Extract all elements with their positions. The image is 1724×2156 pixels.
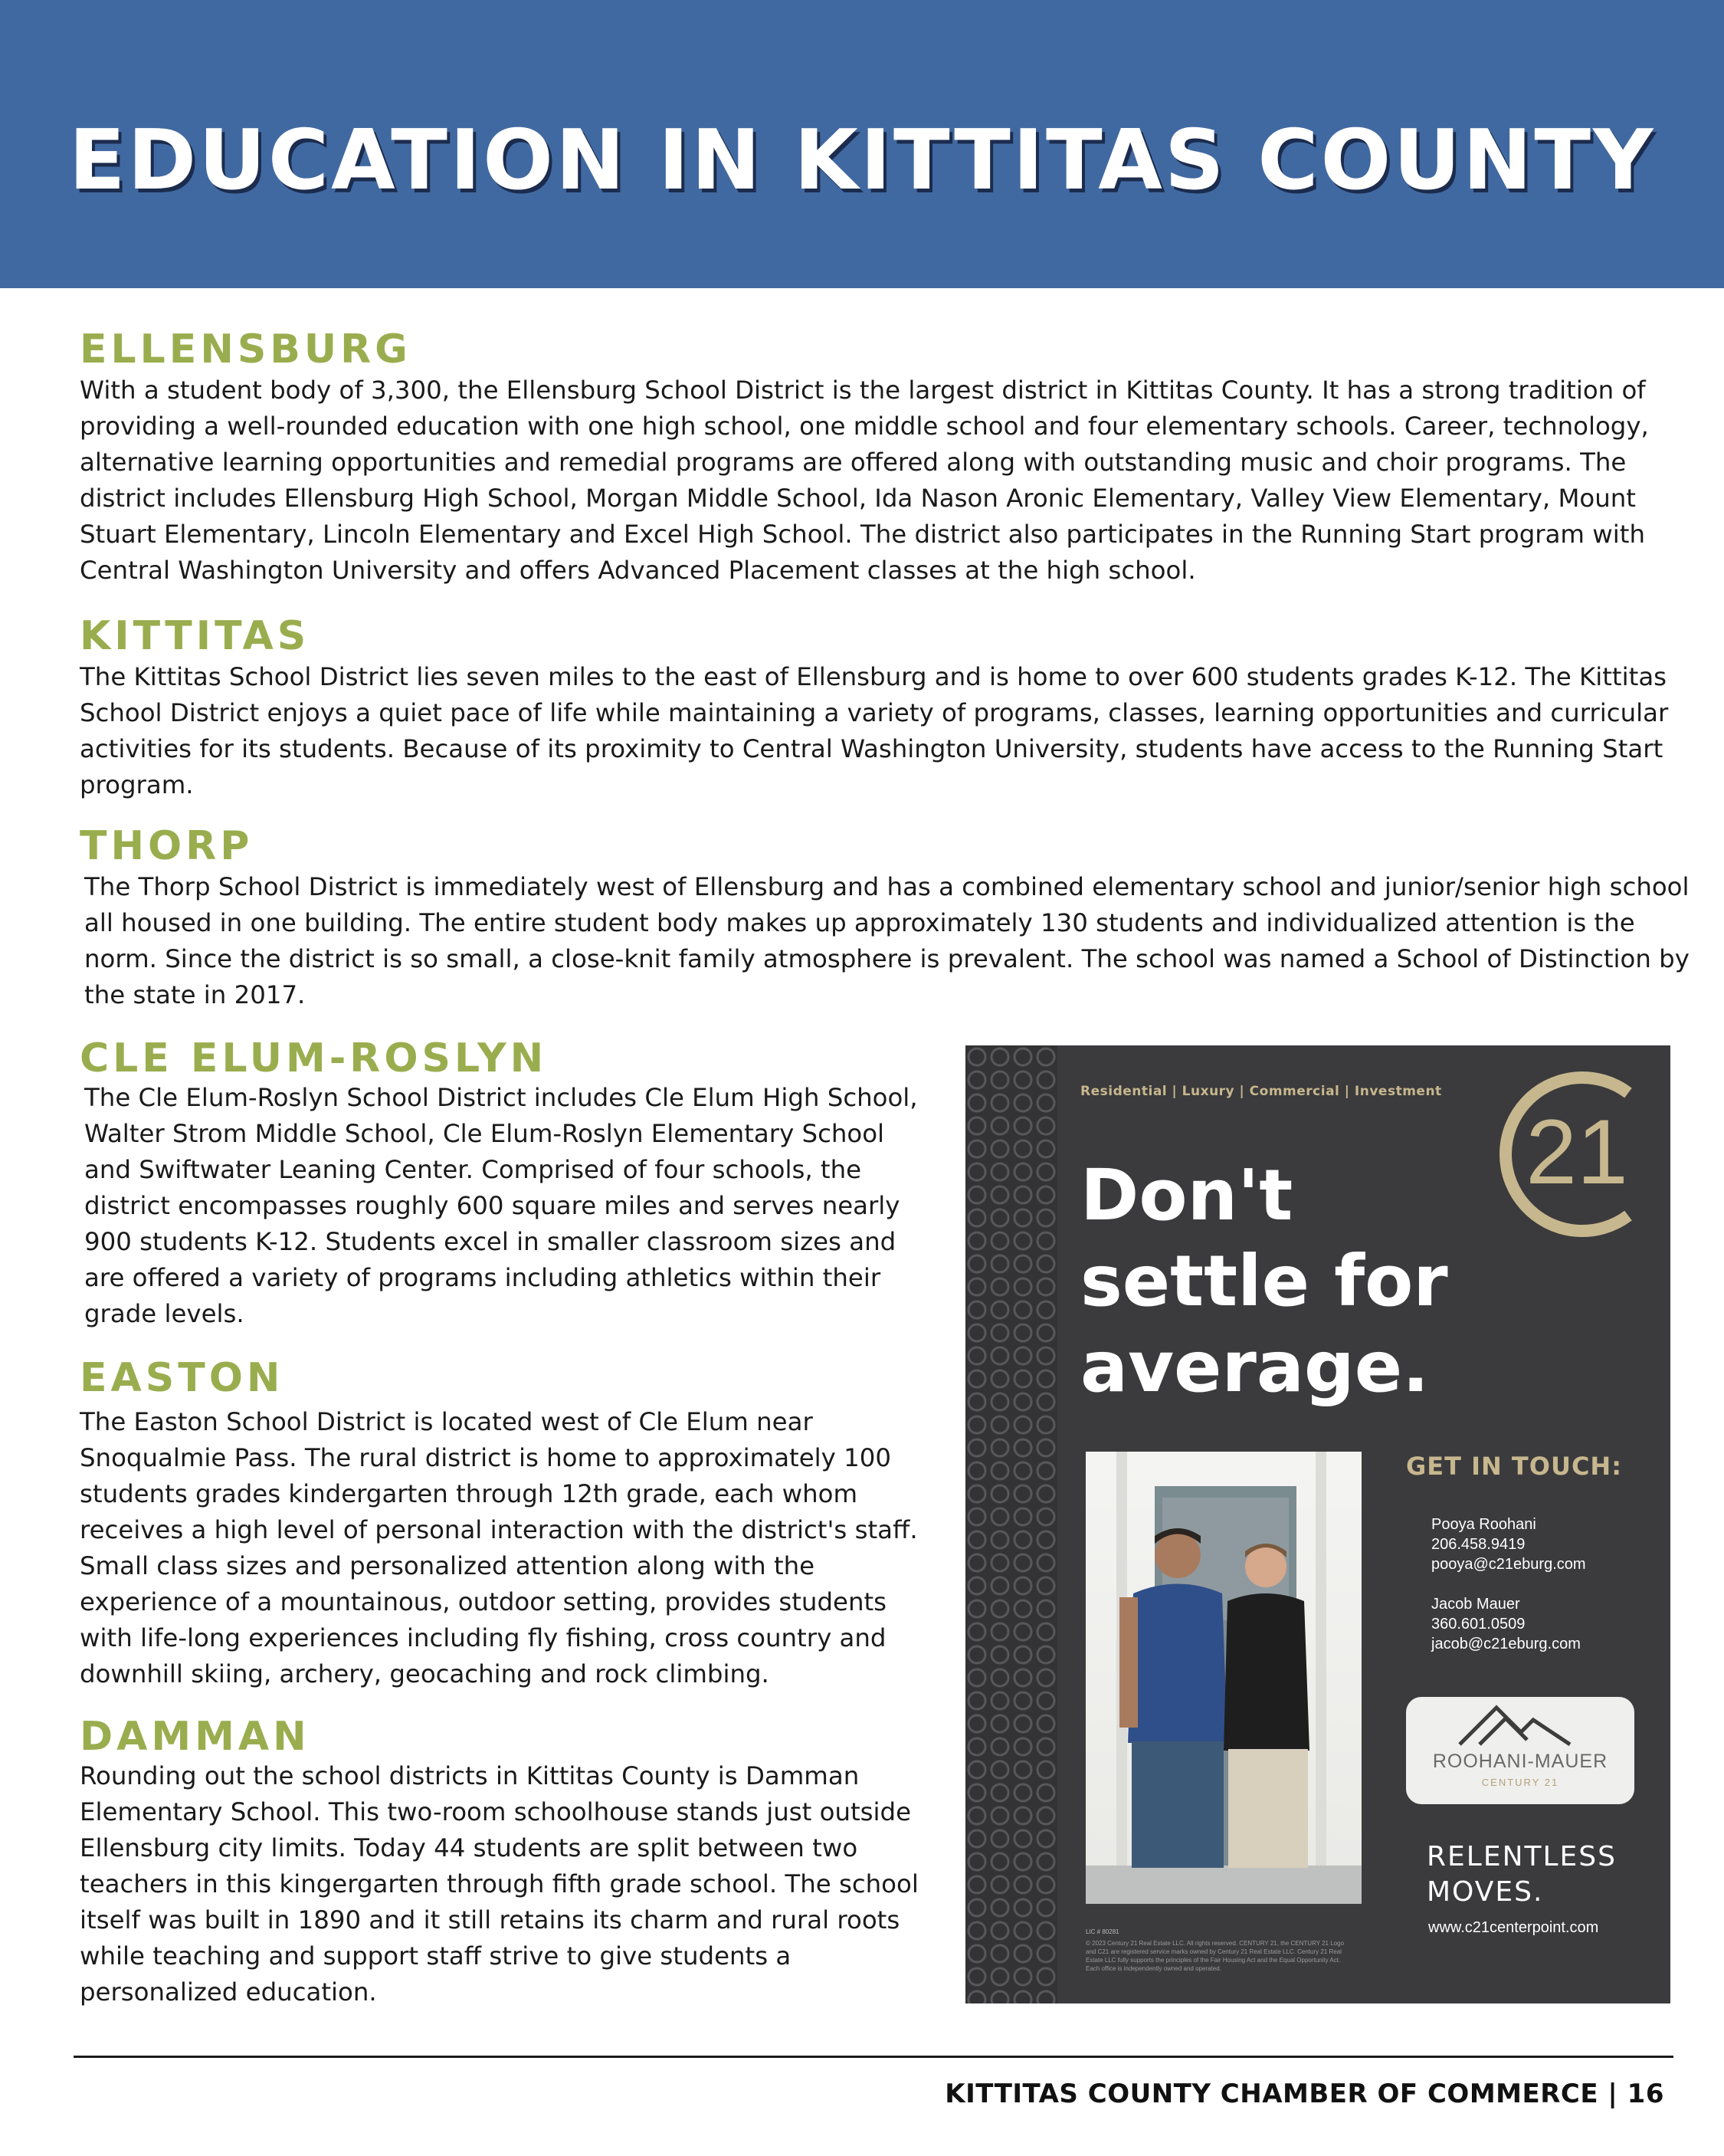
- contact-phone: 360.601.0509: [1431, 1616, 1526, 1633]
- section-body-thorp: The Thorp School District is immediately west of Ellensburg and has a combined elementary school and junior/senior high school all housed in one building. The entire student body makes up approximately 130 students and individualized attention is the norm. Since the district is so small, a close-knit family atmosphere is prevalent. The school was named a School of Distinction by the state in 2017.: [84, 872, 1690, 1009]
- footer-divider: [74, 2056, 1673, 2058]
- century21-logo-icon: [1471, 1062, 1655, 1246]
- contact-email: pooya@c21eburg.com: [1431, 1556, 1586, 1573]
- ad-tagline: Residential | Luxury | Commercial | Investment: [1080, 1084, 1442, 1099]
- contact-name: Jacob Mauer: [1431, 1596, 1520, 1613]
- ad-website: www.c21centerpoint.com: [1428, 1919, 1599, 1936]
- contact-phone: 206.458.9419: [1431, 1536, 1526, 1553]
- section-body-easton: The Easton School District is located west of Cle Elum near Snoqualmie Pass. The rural district is home to approximately 100 students grades kindergarten through 12th grade, each whom receives a high level of personal interaction with the district's staff. Small class sizes and personalized attention along with the experience of a mountainous, outdoor setting, provides students with life-long experiences including fly fishing, cross country and downhill skiing, archery, geocaching and rock climbing.: [80, 1407, 918, 1688]
- section-heading-ellensburg: ELLENSBURG: [80, 327, 411, 372]
- section-body-cle-elum-roslyn: The Cle Elum-Roslyn School District includes Cle Elum High School, Walter Strom Middle School, Cle Elum-Roslyn Elementary School and Swiftwater Leaning Center. Comprised of four schools, the district encompasses roughly 600 square miles and serves nearly 900 students K-12. Students excel in smaller classroom sizes and are offered a variety of programs including athletics within their grade levels.: [84, 1083, 918, 1328]
- ad-fine-print: © 2023 Century 21 Real Estate LLC. All rights reserved. CENTURY 21, the CENTURY 21 Logo and C21 are registered service marks owned by Century 21 Real Estate LLC. Century 21 Real Estate LLC fully supports the principles of the Fair Housing Act and the Equal Opportunity Act. Each office is independently owned and operated.: [1086, 1940, 1345, 1972]
- section-heading-thorp: THORP: [80, 823, 254, 869]
- ad-slogan: RELENTLESS MOVES.: [1427, 1841, 1617, 1908]
- section-heading-kittitas: KITTITAS: [80, 613, 310, 659]
- roohani-mauer-logo: [1406, 1697, 1634, 1804]
- century21-logo-mark: 21: [1526, 1101, 1628, 1203]
- section-body-damman: Rounding out the school districts in Kittitas County is Damman Elementary School. This two-room schoolhouse stands just outside Ellensburg city limits. Today 44 students are split between two teachers in this kingergarten through fifth grade school. The school itself was built in 1890 and it still retains its charm and rural roots while teaching and support staff strive to give students a personalized education.: [80, 1761, 919, 2007]
- footer-text: KITTITAS COUNTY CHAMBER OF COMMERCE | 16: [945, 2079, 1664, 2109]
- contact-jacob: [1431, 1594, 1581, 1654]
- c21-pattern-strip: [965, 1045, 1057, 2003]
- ad-license: LIC # 80281: [1086, 1928, 1119, 1935]
- section-body-ellensburg: With a student body of 3,300, the Ellensburg School District is the largest district in Kittitas County. It has a strong tradition of providing a well-rounded education with one high school, one middle school and four elementary schools. Career, technology, alternative learning opportunities and remedial programs are offered along with outstanding music and choir programs. The district includes Ellensburg High School, Morgan Middle School, Ida Nason Aronic Elementary, Valley View Elementary, Mount Stuart Elementary, Lincoln Elementary and Excel High School. The district also participates in the Running Start program with Central Washington University and offers Advanced Placement classes at the high school.: [80, 376, 1649, 585]
- contact-email: jacob@c21eburg.com: [1431, 1636, 1581, 1652]
- roof-icon: [1406, 1697, 1634, 1751]
- contact-heading: GET IN TOUCH:: [1406, 1452, 1622, 1481]
- contact-pooya: [1431, 1514, 1586, 1574]
- logo-name: ROOHANI-MAUER: [1432, 1751, 1608, 1772]
- century21-advertisement: [965, 1045, 1670, 2003]
- page-title: EDUCATION IN KITTITAS COUNTY: [68, 113, 1656, 208]
- section-heading-cle-elum-roslyn: CLE ELUM-ROSLYN: [80, 1035, 548, 1081]
- contact-name: Pooya Roohani: [1431, 1516, 1536, 1533]
- section-heading-easton: EASTON: [80, 1355, 284, 1401]
- ad-headline: Don't settle for average.: [1080, 1154, 1448, 1408]
- agents-photo: [1086, 1452, 1362, 1904]
- section-heading-damman: DAMMAN: [80, 1714, 310, 1760]
- logo-subtitle: CENTURY 21: [1481, 1777, 1559, 1788]
- section-body-kittitas: The Kittitas School District lies seven miles to the east of Ellensburg and is home to over 600 students grades K-12. The Kittitas School District enjoys a quiet pace of life while maintaining a variety of programs, classes, learning opportunities and curricular activities for its students. Because of its proximity to Central Washington University, students have access to the Running Start program.: [80, 662, 1669, 799]
